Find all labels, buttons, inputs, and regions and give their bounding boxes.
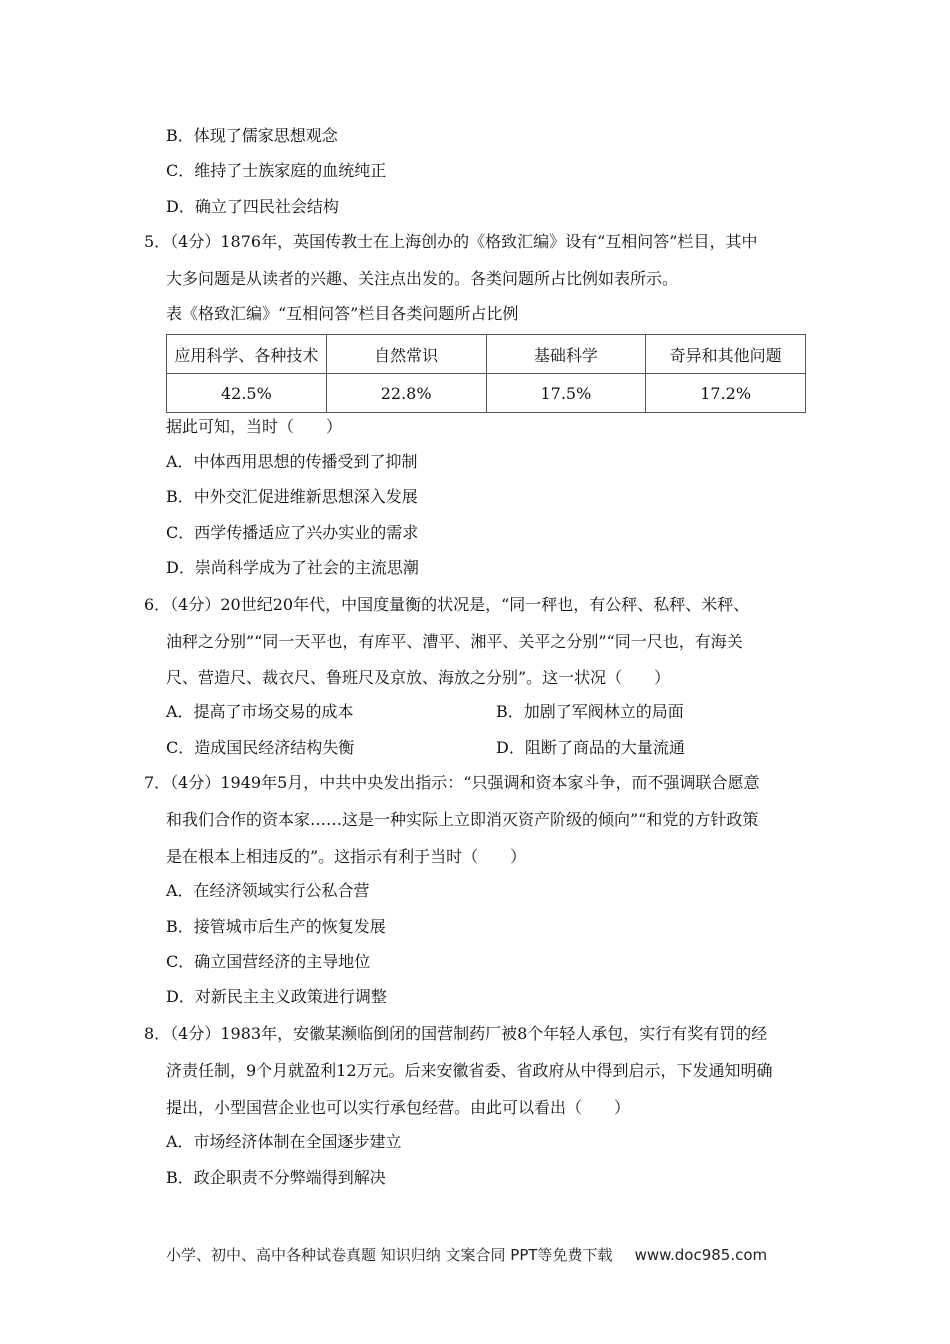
q6-option-d: D．阻断了商品的大量流通 (496, 738, 685, 757)
q6-option-c: C．造成国民经济结构失衡 (166, 738, 355, 757)
q5-stem-line2: 大多问题是从读者的兴趣、关注点出发的。各类问题所占比例如表所示。 (166, 269, 679, 288)
q7-stem-line1: 7．（4分）1949年5月，中共中央发出指示：“只强调和资本家斗争，而不强调联合愿意 (144, 773, 760, 792)
q8-stem-line2: 济责任制，9个月就盈利12万元。后来安徽省委、省政府从中得到启示，下发通知明确 (166, 1061, 773, 1080)
q6-option-b: B．加剧了军阀林立的局面 (496, 702, 684, 721)
q5-table-caption: 表《格致汇编》“互相问答”栏目各类问题所占比例 (166, 304, 519, 323)
table-cell: 17.2% (646, 374, 806, 413)
footer-text: 小学、初中、高中各种试卷真题 知识归纳 文案合同 PPT等免费下载 (166, 1246, 613, 1264)
q5-stem-end: 据此可知，当时（ ） (166, 417, 343, 436)
q7-stem-line3: 是在根本上相违反的”。这指示有利于当时（ ） (166, 847, 527, 866)
table-cell: 17.5% (486, 374, 646, 413)
q8-stem-line1: 8．（4分）1983年，安徽某濒临倒闭的国营制药厂被8个年轻人承包，实行有奖有罚的经 (144, 1024, 768, 1043)
q7-option-d: D．对新民主主义政策进行调整 (166, 987, 387, 1006)
q8-stem-line3: 提出，小型国营企业也可以实行承包经营。由此可以看出（ ） (166, 1098, 631, 1117)
q6-stem-line2: 油秤之分别”“同一天平也，有库平、漕平、湘平、关平之分别”“同一尺也，有海关 (166, 632, 743, 651)
table-cell: 22.8% (326, 374, 486, 413)
q7-option-b: B．接管城市后生产的恢复发展 (166, 917, 386, 936)
q5-table (166, 334, 806, 413)
q5-option-c: C．西学传播适应了兴办实业的需求 (166, 523, 419, 542)
q6-option-a: A．提高了市场交易的成本 (166, 702, 354, 721)
q6-stem-line3: 尺、营造尺、裁衣尺、鲁班尺及京放、海放之分别”。这一状况（ ） (166, 668, 671, 687)
q8-option-a: A．市场经济体制在全国逐步建立 (166, 1132, 402, 1151)
q8-option-b: B．政企职责不分弊端得到解决 (166, 1168, 386, 1187)
table-header-row (167, 335, 806, 374)
q7-option-a: A．在经济领域实行公私合营 (166, 881, 370, 900)
q4-option-d: D．确立了四民社会结构 (166, 197, 339, 216)
q5-stem-line1: 5．（4分）1876年，英国传教士在上海创办的《格致汇编》设有“互相问答”栏目，其中 (144, 232, 758, 251)
table-header-cell: 基础科学 (486, 335, 646, 374)
table-header-cell: 自然常识 (326, 335, 486, 374)
q5-option-a: A．中体西用思想的传播受到了抑制 (166, 452, 418, 471)
q4-option-b: B．体现了儒家思想观念 (166, 126, 338, 145)
table-header-cell: 应用科学、各种技术 (167, 335, 327, 374)
page-footer (166, 1244, 767, 1265)
q7-option-c: C．确立国营经济的主导地位 (166, 952, 371, 971)
table-header-cell: 奇异和其他问题 (646, 335, 806, 374)
table-cell: 42.5% (167, 374, 327, 413)
q5-option-b: B．中外交汇促进维新思想深入发展 (166, 487, 418, 506)
q4-option-c: C．维持了士族家庭的血统纯正 (166, 161, 387, 180)
q7-stem-line2: 和我们合作的资本家……这是一种实际上立即消灭资产阶级的倾向”“和党的方针政策 (166, 810, 759, 829)
table-row (167, 374, 806, 413)
footer-site-link[interactable]: www.doc985.com (634, 1246, 768, 1264)
q6-stem-line1: 6．（4分）20世纪20年代，中国度量衡的状况是，“同一秤也，有公秤、私秤、米秤、 (144, 595, 750, 614)
q5-option-d: D．崇尚科学成为了社会的主流思潮 (166, 558, 419, 577)
